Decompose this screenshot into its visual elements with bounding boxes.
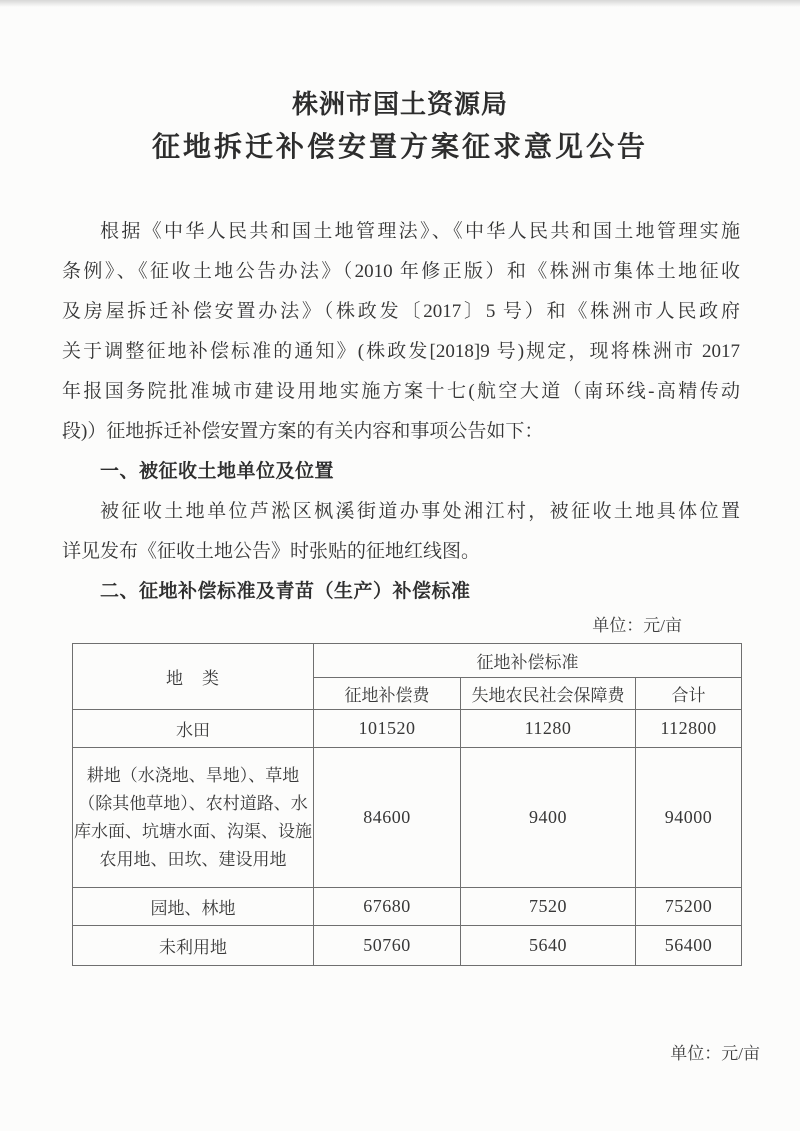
fee-cell: 84600	[314, 748, 461, 888]
security-cell: 7520	[461, 888, 636, 926]
title-subject: 征地拆迁补偿安置方案征求意见公告	[151, 132, 648, 163]
compensation-table	[72, 643, 742, 966]
land-type-header-cell: 地 类	[73, 644, 314, 710]
intro-line: 条例》、《征收土地公告办法》（2010 年修正版）和《株洲市集体土地征收	[62, 261, 740, 282]
table-row	[73, 748, 742, 888]
intro-line: 年报国务院批准城市建设用地实施方案十七(航空大道（南环线-高精传动	[62, 381, 740, 402]
table-row	[73, 926, 742, 966]
table-row	[73, 710, 742, 748]
section2-heading: 二、征地补偿标准及青苗（生产）补偿标准	[100, 581, 471, 602]
scan-edge-artifact	[0, 0, 800, 7]
intro-line: 关于调整征地补偿标准的通知》(株政发[2018]9 号)规定，现将株洲市 2017	[62, 341, 740, 362]
intro-line: 及房屋拆迁补偿安置办法》（株政发〔2017〕5 号）和《株洲市人民政府	[62, 301, 740, 322]
land-type-cell: 耕地（水浇地、旱地）、草地（除其他草地）、农村道路、水库水面、坑塘水面、沟渠、设施农用地、田坎、建设用地	[73, 748, 314, 888]
security-cell: 11280	[461, 710, 636, 748]
total-cell: 112800	[636, 710, 742, 748]
fee-cell: 101520	[314, 710, 461, 748]
unit-label-top: 单位：元/亩	[592, 616, 682, 635]
table-header-row-1	[73, 644, 742, 678]
intro-line: 段)）征地拆迁补偿安置方案的有关内容和事项公告如下：	[62, 421, 544, 442]
notice-title	[0, 84, 800, 170]
col-header-security: 失地农民社会保障费	[461, 678, 636, 710]
fee-cell: 67680	[314, 888, 461, 926]
total-cell: 75200	[636, 888, 742, 926]
unit-label-bottom: 单位：元/亩	[670, 1044, 760, 1063]
land-type-cell: 园地、林地	[73, 888, 314, 926]
fee-cell: 50760	[314, 926, 461, 966]
total-cell: 56400	[636, 926, 742, 966]
total-cell: 94000	[636, 748, 742, 888]
intro-line: 根据《中华人民共和国土地管理法》、《中华人民共和国土地管理实施	[100, 221, 740, 242]
group-header-cell: 征地补偿标准	[314, 644, 742, 678]
security-cell: 9400	[461, 748, 636, 888]
title-agency: 株洲市国土资源局	[291, 90, 508, 119]
notice-body	[62, 212, 740, 612]
section1-line: 详见发布《征收土地公告》时张贴的征地红线图。	[62, 541, 481, 562]
land-type-cell: 未利用地	[73, 926, 314, 966]
section1-heading: 一、被征收土地单位及位置	[100, 461, 335, 482]
col-header-total: 合计	[636, 678, 742, 710]
land-type-cell: 水田	[73, 710, 314, 748]
table-row	[73, 888, 742, 926]
col-header-fee: 征地补偿费	[314, 678, 461, 710]
section1-line: 被征收土地单位芦淞区枫溪街道办事处湘江村，被征收土地具体位置	[100, 501, 740, 522]
security-cell: 5640	[461, 926, 636, 966]
